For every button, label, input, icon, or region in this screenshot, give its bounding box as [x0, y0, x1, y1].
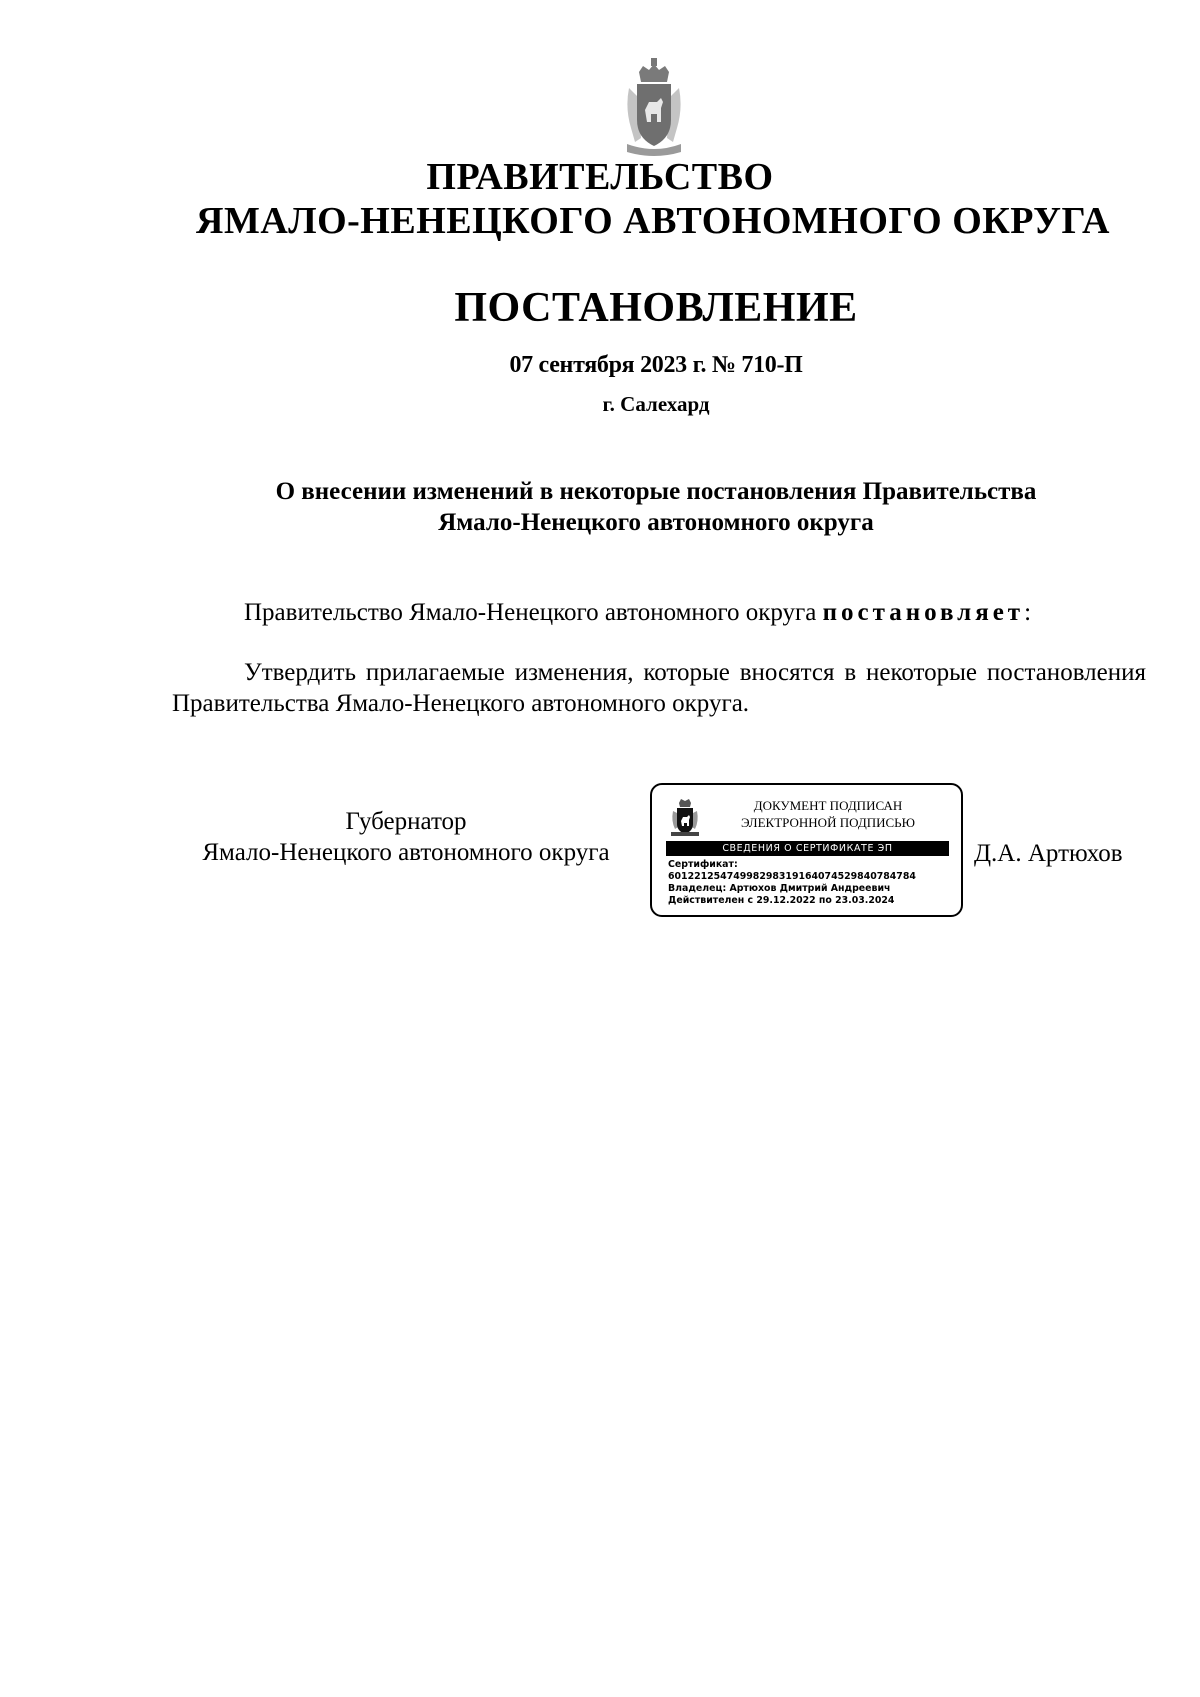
stamp-header: [708, 797, 948, 831]
stamp-header-line1: ДОКУМЕНТ ПОДПИСАН: [753, 798, 903, 813]
preamble-keyword: постановляет: [822, 599, 1025, 626]
government-title-line1: ПРАВИТЕЛЬСТВО: [426, 156, 774, 198]
signatory-position: [172, 806, 640, 868]
resolution-body-paragraph: Утвердить прилагаемые изменения, которые вносятся в некоторые постановления Правительства Ямало-Ненецкого автономного округа.: [172, 659, 1146, 717]
certificate-info-bar: СВЕДЕНИЯ О СЕРТИФИКАТЕ ЭП: [666, 841, 949, 856]
electronic-signature-stamp: [650, 783, 963, 917]
certificate-validity: Действителен с 29.12.2022 по 23.03.2024: [668, 895, 895, 906]
preamble-text: Правительство Ямало-Ненецкого автономного округа: [244, 599, 823, 626]
resolution-preamble: [172, 597, 1146, 628]
signatory-position-line1: Губернатор: [345, 808, 467, 835]
preamble-colon: :: [1024, 599, 1032, 626]
document-city: г. Салехард: [602, 392, 710, 416]
certificate-owner: Владелец: Артюхов Дмитрий Андреевич: [668, 883, 891, 894]
signatory-name: Д.А. Артюхов: [974, 840, 1123, 867]
coat-of-arms-icon: [621, 58, 687, 158]
document-subject: [150, 476, 1162, 538]
certificate-number: 601221254749982983191640745298407847​84: [668, 871, 916, 882]
signatory-position-line2: Ямало-Ненецкого автономного округа: [202, 839, 610, 866]
subject-line1: О внесении изменений в некоторые постановления Правительства: [275, 478, 1037, 505]
document-date-number: 07 сентября 2023 г. № 710-П: [509, 352, 803, 378]
document-type-title: ПОСТАНОВЛЕНИЕ: [454, 285, 858, 331]
government-title-line2: ЯМАЛО-НЕНЕЦКОГО АВТОНОМНОГО ОКРУГА: [196, 200, 1110, 242]
certificate-label: Сертификат:: [668, 859, 738, 870]
stamp-header-line2: ЭЛЕКТРОННОЙ ПОДПИСЬЮ: [741, 815, 915, 830]
stamp-coat-of-arms-icon: [670, 797, 700, 837]
subject-line2: Ямало-Ненецкого автономного округа: [438, 509, 874, 536]
certificate-details: [668, 859, 958, 907]
